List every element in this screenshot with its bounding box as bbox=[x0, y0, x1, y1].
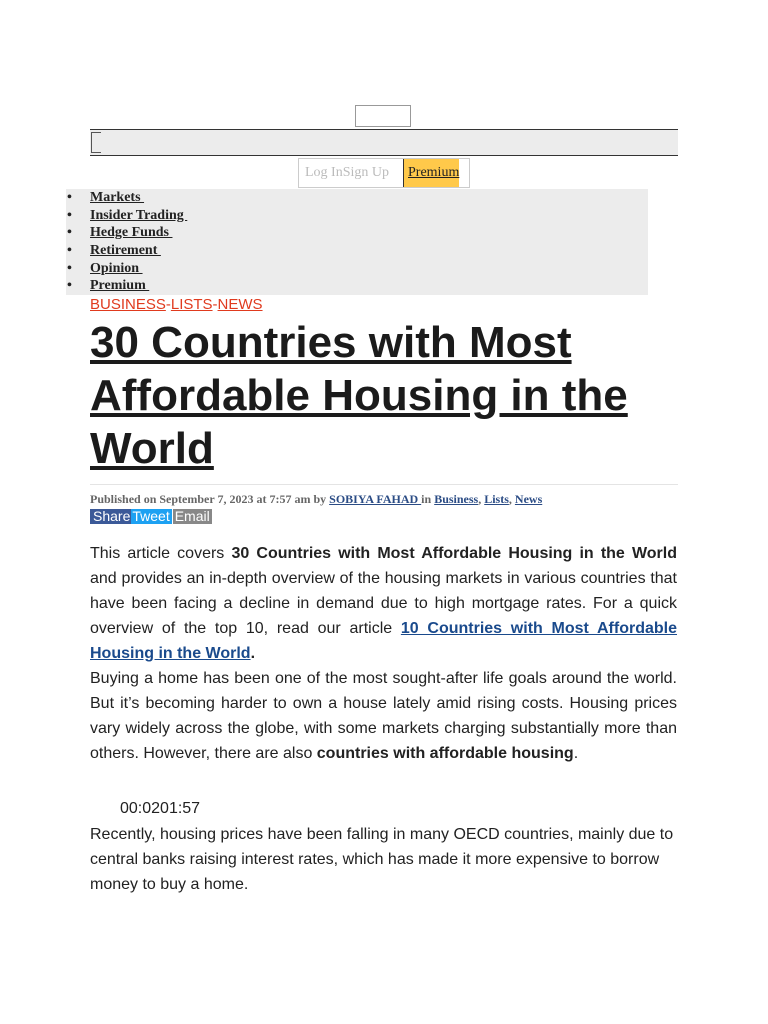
paragraph-bold-text: 30 Countries with Most Affordable Housing in the World bbox=[231, 545, 677, 562]
in-text: in bbox=[421, 492, 435, 506]
nav-link-premium[interactable]: Premium bbox=[90, 278, 150, 294]
paragraph-text: and provides an in-depth overview of the housing markets in various countries that have been facing a decline in demand due to high mortgage rates. For a quick overview of the top 10, read our article bbox=[90, 570, 677, 637]
main-nav bbox=[66, 189, 648, 295]
paragraph-text: Buying a home has been one of the most sought-after life goals around the world. But it’s becoming harder to own a house lately amid rising costs. Housing prices vary widely across the globe, with some markets charging substantially more than others. However, there are also bbox=[90, 670, 677, 762]
category-lists[interactable]: LISTS bbox=[170, 296, 213, 313]
paragraph-bold-text: countries with affordable housing bbox=[316, 745, 574, 762]
nav-link-markets[interactable]: Markets bbox=[90, 190, 145, 205]
category-business[interactable]: BUSINESS bbox=[90, 296, 166, 313]
author-link[interactable]: SOBIYA FAHAD bbox=[329, 492, 422, 506]
meta-comma: , bbox=[478, 492, 485, 506]
login-link[interactable]: Log In bbox=[305, 165, 343, 180]
nav-item-hedge-funds bbox=[66, 224, 648, 242]
share-button[interactable]: Share bbox=[90, 509, 131, 524]
video-timer: 00:0201:57 bbox=[120, 800, 201, 817]
nav-link-insider-trading[interactable]: Insider Trading bbox=[90, 207, 188, 223]
bullet-icon: • bbox=[67, 243, 72, 259]
nav-item-retirement bbox=[66, 242, 648, 260]
article-paragraph-3: Recently, housing prices have been falling in many OECD countries, mainly due to central banks raising interest rates, which has made it more expensive to borrow money to buy a home. bbox=[90, 826, 674, 893]
tweet-button[interactable]: Tweet bbox=[132, 508, 170, 524]
article-paragraph-2 bbox=[90, 666, 677, 766]
share-bar bbox=[90, 509, 212, 524]
related-article-link[interactable]: 10 Countries with Most Affordable Housing in the World bbox=[90, 620, 677, 662]
signup-link[interactable]: Sign Up bbox=[342, 165, 390, 180]
paragraph-text: This article covers bbox=[90, 545, 232, 562]
category-separator: - bbox=[165, 296, 171, 313]
nav-link-opinion[interactable]: Opinion bbox=[90, 260, 143, 276]
meta-category-news[interactable]: News bbox=[514, 492, 543, 506]
auth-links bbox=[305, 165, 389, 181]
bullet-icon: • bbox=[67, 260, 72, 276]
article-paragraph-1 bbox=[90, 541, 677, 666]
paragraph-bold-text: . bbox=[250, 645, 256, 662]
nav-item-opinion bbox=[66, 260, 648, 278]
published-text: Published on September 7, 2023 at 7:57 am by bbox=[90, 492, 330, 506]
nav-item-insider-trading bbox=[66, 207, 648, 225]
email-button[interactable]: Email bbox=[174, 508, 210, 524]
nav-link-retirement[interactable]: Retirement bbox=[90, 243, 161, 259]
article-meta bbox=[90, 492, 542, 507]
bullet-icon: • bbox=[67, 278, 72, 294]
nav-item-markets bbox=[66, 189, 648, 207]
bullet-icon: • bbox=[67, 225, 72, 241]
auth-bar bbox=[298, 158, 470, 188]
paragraph-text: . bbox=[573, 745, 579, 762]
premium-button[interactable] bbox=[403, 159, 459, 187]
bullet-icon: • bbox=[67, 207, 72, 223]
small-input-box[interactable] bbox=[355, 105, 411, 127]
title-divider bbox=[90, 484, 678, 485]
article-body-continued bbox=[90, 822, 677, 897]
category-links bbox=[90, 296, 263, 313]
article-title[interactable]: 30 Countries with Most Affordable Housing in the World bbox=[90, 318, 628, 473]
nav-item-premium bbox=[66, 277, 648, 295]
bullet-icon: • bbox=[67, 190, 72, 205]
premium-button-label: Premium bbox=[408, 165, 460, 180]
article-body bbox=[90, 541, 677, 766]
category-separator: - bbox=[212, 296, 218, 313]
meta-category-business[interactable]: Business bbox=[434, 492, 479, 506]
category-news[interactable]: NEWS bbox=[217, 296, 263, 313]
meta-comma: , bbox=[508, 492, 515, 506]
search-bar[interactable] bbox=[90, 129, 678, 156]
meta-category-lists[interactable]: Lists bbox=[484, 492, 509, 506]
nav-link-hedge-funds[interactable]: Hedge Funds bbox=[90, 225, 173, 241]
search-bar-handle[interactable] bbox=[91, 132, 101, 153]
